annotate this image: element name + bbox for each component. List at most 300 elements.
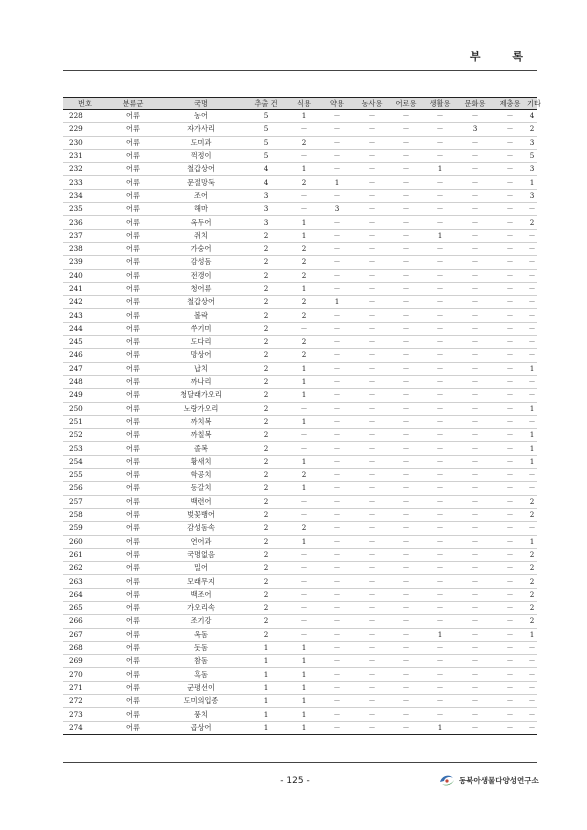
table-cell: － — [389, 522, 423, 535]
table-row — [63, 242, 537, 255]
table-cell: － — [355, 429, 389, 442]
table-cell: － — [355, 296, 389, 309]
table-cell: － — [319, 282, 355, 295]
table-cell: － — [319, 242, 355, 255]
table-cell: － — [423, 442, 457, 455]
table-cell: － — [457, 562, 493, 575]
table-cell: － — [423, 641, 457, 654]
table-cell: 백조어 — [159, 588, 243, 601]
table-cell: 1 — [527, 362, 537, 375]
table-cell: 230 — [63, 136, 107, 149]
table-row — [63, 628, 537, 641]
table-cell: － — [423, 495, 457, 508]
table-cell: － — [423, 362, 457, 375]
table-cell: － — [527, 296, 537, 309]
table-cell: － — [289, 562, 319, 575]
table-cell: － — [527, 309, 537, 322]
table-cell: 4 — [527, 110, 537, 123]
table-cell: 밀어 — [159, 562, 243, 575]
table-cell: 도미의입종 — [159, 695, 243, 708]
table-cell: － — [355, 216, 389, 229]
table-cell: － — [319, 601, 355, 614]
table-cell: 1 — [527, 429, 537, 442]
table-cell: 1 — [289, 229, 319, 242]
table-cell: 1 — [289, 282, 319, 295]
table-row — [63, 508, 537, 521]
table-cell: － — [389, 189, 423, 202]
table-cell: 연어과 — [159, 535, 243, 548]
table-cell: － — [289, 628, 319, 641]
table-cell: － — [457, 482, 493, 495]
table-cell: 어류 — [107, 309, 159, 322]
table-cell: 2 — [243, 575, 289, 588]
table-cell: － — [493, 708, 527, 721]
table-cell: － — [493, 508, 527, 521]
table-cell: 황새치 — [159, 455, 243, 468]
table-cell: 2 — [243, 601, 289, 614]
table-cell: － — [457, 189, 493, 202]
table-cell: 2 — [243, 375, 289, 388]
table-cell: － — [423, 349, 457, 362]
table-cell: 벚꽃뱅어 — [159, 508, 243, 521]
table-cell: 240 — [63, 269, 107, 282]
table-cell: － — [457, 535, 493, 548]
table-cell: － — [355, 163, 389, 176]
table-cell: － — [493, 628, 527, 641]
table-cell: － — [493, 136, 527, 149]
table-cell: － — [355, 655, 389, 668]
table-cell: － — [319, 362, 355, 375]
table-cell: － — [355, 615, 389, 628]
table-row — [63, 269, 537, 282]
table-cell: 3 — [243, 216, 289, 229]
table-cell: － — [355, 322, 389, 335]
table-cell: － — [527, 389, 537, 402]
table-cell: － — [493, 429, 527, 442]
table-cell: － — [423, 708, 457, 721]
table-cell: － — [355, 455, 389, 468]
table-cell: － — [289, 601, 319, 614]
table-cell: － — [389, 482, 423, 495]
table-cell: － — [389, 242, 423, 255]
table-cell: － — [355, 136, 389, 149]
table-cell: － — [527, 522, 537, 535]
table-cell: 241 — [63, 282, 107, 295]
table-cell: － — [319, 641, 355, 654]
table-row — [63, 562, 537, 575]
table-cell: － — [389, 615, 423, 628]
table-cell: － — [493, 176, 527, 189]
table-cell: 어류 — [107, 415, 159, 428]
table-cell: － — [389, 296, 423, 309]
table-cell: － — [355, 668, 389, 681]
table-cell: － — [493, 362, 527, 375]
table-cell: 5 — [243, 136, 289, 149]
table-cell: － — [457, 375, 493, 388]
table-cell: － — [493, 535, 527, 548]
table-cell: － — [389, 269, 423, 282]
table-cell: 어류 — [107, 535, 159, 548]
table-cell: － — [527, 695, 537, 708]
table-cell: － — [423, 375, 457, 388]
table-row — [63, 375, 537, 388]
table-cell: 1 — [289, 362, 319, 375]
organization-name: 동북아생물다양성연구소 — [459, 775, 539, 785]
table-cell: － — [457, 708, 493, 721]
table-cell: 246 — [63, 349, 107, 362]
table-cell: 256 — [63, 482, 107, 495]
table-cell: － — [289, 615, 319, 628]
table-row — [63, 482, 537, 495]
table-row — [63, 322, 537, 335]
column-header: 제충용 — [493, 98, 527, 110]
table-cell: 2 — [243, 256, 289, 269]
table-cell: － — [389, 309, 423, 322]
table-cell: 어류 — [107, 362, 159, 375]
table-cell: 가오리속 — [159, 601, 243, 614]
table-cell: 258 — [63, 508, 107, 521]
table-cell: － — [319, 402, 355, 415]
table-cell: 3 — [243, 203, 289, 216]
table-cell: － — [527, 655, 537, 668]
table-cell: － — [355, 349, 389, 362]
table-cell: － — [389, 575, 423, 588]
table-cell: 어류 — [107, 641, 159, 654]
table-cell: － — [457, 389, 493, 402]
table-cell: 2 — [243, 415, 289, 428]
table-cell: － — [493, 282, 527, 295]
table-cell: 2 — [289, 469, 319, 482]
table-row — [63, 668, 537, 681]
table-cell: － — [289, 149, 319, 162]
table-cell: － — [493, 375, 527, 388]
table-cell: 1 — [289, 389, 319, 402]
table-cell: 어류 — [107, 615, 159, 628]
table-cell: 어류 — [107, 429, 159, 442]
table-cell: － — [457, 203, 493, 216]
table-cell: － — [527, 256, 537, 269]
table-cell: － — [355, 336, 389, 349]
table-cell: － — [423, 389, 457, 402]
table-cell: 어류 — [107, 375, 159, 388]
table-cell: 납치 — [159, 362, 243, 375]
table-cell: － — [457, 495, 493, 508]
table-cell: － — [319, 655, 355, 668]
swirl-logo-icon — [438, 772, 456, 788]
table-cell: － — [389, 442, 423, 455]
table-cell: 옥두어 — [159, 216, 243, 229]
table-cell: － — [457, 429, 493, 442]
table-cell: － — [389, 562, 423, 575]
table-cell: 어류 — [107, 176, 159, 189]
table-cell: 참돔 — [159, 655, 243, 668]
table-cell: 2 — [243, 296, 289, 309]
table-row — [63, 123, 537, 136]
page-number: - 125 - — [280, 776, 310, 786]
table-cell: 260 — [63, 535, 107, 548]
table-cell: 2 — [289, 349, 319, 362]
table-cell: － — [389, 415, 423, 428]
table-cell: － — [389, 336, 423, 349]
table-cell: － — [389, 429, 423, 442]
table-cell: － — [457, 242, 493, 255]
table-cell: － — [389, 535, 423, 548]
table-cell: 273 — [63, 708, 107, 721]
table-cell: 261 — [63, 548, 107, 561]
table-cell: － — [389, 588, 423, 601]
table-cell: 어류 — [107, 389, 159, 402]
table-cell: 257 — [63, 495, 107, 508]
table-cell: 2 — [243, 482, 289, 495]
table-cell: － — [527, 681, 537, 694]
table-cell: 까나리 — [159, 375, 243, 388]
table-cell: － — [289, 588, 319, 601]
table-cell: － — [457, 695, 493, 708]
table-cell: － — [423, 429, 457, 442]
table-cell: 국명없음 — [159, 548, 243, 561]
table-cell: 3 — [527, 136, 537, 149]
table-cell: － — [389, 375, 423, 388]
table-cell: 청달래가오리 — [159, 389, 243, 402]
table-cell: － — [355, 110, 389, 123]
table-cell: － — [527, 203, 537, 216]
table-cell: 옥돔 — [159, 628, 243, 641]
table-cell: － — [493, 163, 527, 176]
table-row — [63, 110, 537, 123]
table-cell: 2 — [243, 282, 289, 295]
table-cell: － — [389, 655, 423, 668]
table-cell: 251 — [63, 415, 107, 428]
table-cell: 2 — [243, 615, 289, 628]
table-cell: 어류 — [107, 655, 159, 668]
table-cell: － — [319, 588, 355, 601]
table-cell: 3 — [319, 203, 355, 216]
table-row — [63, 163, 537, 176]
table-cell: － — [527, 415, 537, 428]
table-cell: 풍치 — [159, 708, 243, 721]
table-cell: － — [493, 695, 527, 708]
table-cell: － — [355, 482, 389, 495]
table-cell: 238 — [63, 242, 107, 255]
table-cell: 274 — [63, 721, 107, 734]
table-cell: 4 — [243, 176, 289, 189]
table-cell: 2 — [243, 322, 289, 335]
table-cell: 어류 — [107, 402, 159, 415]
table-cell: － — [423, 242, 457, 255]
table-cell: 1 — [243, 695, 289, 708]
table-cell: 모래무지 — [159, 575, 243, 588]
table-cell: 235 — [63, 203, 107, 216]
table-cell: － — [355, 442, 389, 455]
table-cell: － — [389, 469, 423, 482]
table-cell: 2 — [243, 269, 289, 282]
table-cell: 2 — [289, 176, 319, 189]
table-row — [63, 601, 537, 614]
table-cell: － — [319, 189, 355, 202]
table-cell: 2 — [243, 628, 289, 641]
column-header: 식용 — [289, 98, 319, 110]
table-cell: 255 — [63, 469, 107, 482]
table-cell: － — [389, 216, 423, 229]
table-cell: － — [493, 216, 527, 229]
table-row — [63, 495, 537, 508]
table-cell: － — [319, 495, 355, 508]
table-cell: － — [493, 229, 527, 242]
table-cell: － — [389, 641, 423, 654]
table-cell: 1 — [289, 375, 319, 388]
table-cell: － — [355, 176, 389, 189]
table-cell: － — [457, 110, 493, 123]
table-cell: 1 — [527, 402, 537, 415]
table-cell: 1 — [243, 681, 289, 694]
table-cell: － — [355, 189, 389, 202]
table-cell: 어류 — [107, 336, 159, 349]
table-cell: 2 — [243, 522, 289, 535]
data-table-container — [63, 97, 541, 735]
footer-divider — [63, 762, 537, 763]
table-cell: － — [493, 668, 527, 681]
table-cell: － — [355, 203, 389, 216]
table-cell: 2 — [243, 508, 289, 521]
table-cell: 267 — [63, 628, 107, 641]
table-cell: 248 — [63, 375, 107, 388]
table-cell: － — [423, 322, 457, 335]
table-cell: 곱상어 — [159, 721, 243, 734]
table-cell: － — [527, 229, 537, 242]
table-cell: － — [319, 256, 355, 269]
table-cell: 1 — [319, 176, 355, 189]
table-cell: 2 — [289, 256, 319, 269]
table-cell: － — [319, 482, 355, 495]
table-header-row — [63, 98, 537, 110]
table-cell: 1 — [423, 229, 457, 242]
table-cell: 조기강 — [159, 615, 243, 628]
table-cell: － — [389, 176, 423, 189]
table-cell: － — [457, 455, 493, 468]
table-cell: － — [355, 469, 389, 482]
table-cell: － — [423, 269, 457, 282]
table-cell: 1 — [289, 163, 319, 176]
table-cell: － — [493, 641, 527, 654]
table-cell: － — [457, 229, 493, 242]
table-cell: － — [423, 668, 457, 681]
table-cell: 236 — [63, 216, 107, 229]
table-cell: 2 — [243, 309, 289, 322]
table-cell: － — [527, 482, 537, 495]
table-cell: 3 — [457, 123, 493, 136]
table-cell: － — [493, 588, 527, 601]
table-cell: 2 — [527, 495, 537, 508]
table-cell: 졸복 — [159, 442, 243, 455]
table-body — [63, 110, 537, 735]
table-cell: 268 — [63, 641, 107, 654]
table-cell: － — [389, 256, 423, 269]
table-cell: － — [389, 668, 423, 681]
table-row — [63, 641, 537, 654]
table-cell: － — [355, 721, 389, 734]
table-cell: 어류 — [107, 562, 159, 575]
table-cell: 244 — [63, 322, 107, 335]
table-row — [63, 136, 537, 149]
table-cell: － — [289, 548, 319, 561]
table-cell: － — [457, 176, 493, 189]
table-cell: － — [319, 695, 355, 708]
table-cell: － — [389, 548, 423, 561]
table-cell: － — [493, 615, 527, 628]
table-cell: 2 — [243, 548, 289, 561]
table-cell: 229 — [63, 123, 107, 136]
table-cell: － — [423, 282, 457, 295]
table-cell: － — [493, 415, 527, 428]
table-cell: － — [355, 681, 389, 694]
column-header: 추출 건 — [243, 98, 289, 110]
table-cell: 어류 — [107, 149, 159, 162]
table-cell: － — [389, 681, 423, 694]
table-cell: － — [457, 362, 493, 375]
table-cell: 2 — [289, 336, 319, 349]
table-cell: － — [389, 123, 423, 136]
table-cell: － — [423, 681, 457, 694]
table-cell: 어류 — [107, 242, 159, 255]
table-cell: 2 — [289, 296, 319, 309]
table-cell: 까칠복 — [159, 429, 243, 442]
table-cell: 감성돔속 — [159, 522, 243, 535]
table-cell: 2 — [527, 548, 537, 561]
table-cell: 2 — [243, 242, 289, 255]
table-cell: － — [493, 189, 527, 202]
table-row — [63, 176, 537, 189]
table-row — [63, 681, 537, 694]
table-cell: － — [527, 242, 537, 255]
table-cell: － — [319, 163, 355, 176]
table-cell: － — [493, 681, 527, 694]
table-cell: － — [457, 628, 493, 641]
table-cell: 1 — [243, 721, 289, 734]
table-cell: － — [319, 336, 355, 349]
table-row — [63, 362, 537, 375]
table-cell: － — [527, 708, 537, 721]
table-cell: 전갱이 — [159, 269, 243, 282]
table-cell: 2 — [243, 336, 289, 349]
table-row — [63, 469, 537, 482]
table-cell: 2 — [527, 123, 537, 136]
table-cell: 266 — [63, 615, 107, 628]
table-cell: － — [423, 203, 457, 216]
table-cell: 어류 — [107, 189, 159, 202]
table-cell: 1 — [527, 176, 537, 189]
table-cell: 2 — [527, 562, 537, 575]
table-cell: 어류 — [107, 349, 159, 362]
table-row — [63, 256, 537, 269]
table-cell: 5 — [243, 149, 289, 162]
table-cell: 5 — [243, 123, 289, 136]
table-cell: － — [389, 495, 423, 508]
table-row — [63, 415, 537, 428]
table-cell: － — [527, 269, 537, 282]
table-cell: 253 — [63, 442, 107, 455]
table-cell: － — [319, 615, 355, 628]
table-cell: － — [389, 455, 423, 468]
table-cell: － — [493, 203, 527, 216]
table-cell: － — [493, 495, 527, 508]
table-cell: 2 — [527, 615, 537, 628]
table-cell: － — [355, 256, 389, 269]
table-cell: － — [355, 269, 389, 282]
table-row — [63, 442, 537, 455]
table-cell: － — [493, 322, 527, 335]
table-cell: 271 — [63, 681, 107, 694]
table-cell: 2 — [243, 429, 289, 442]
